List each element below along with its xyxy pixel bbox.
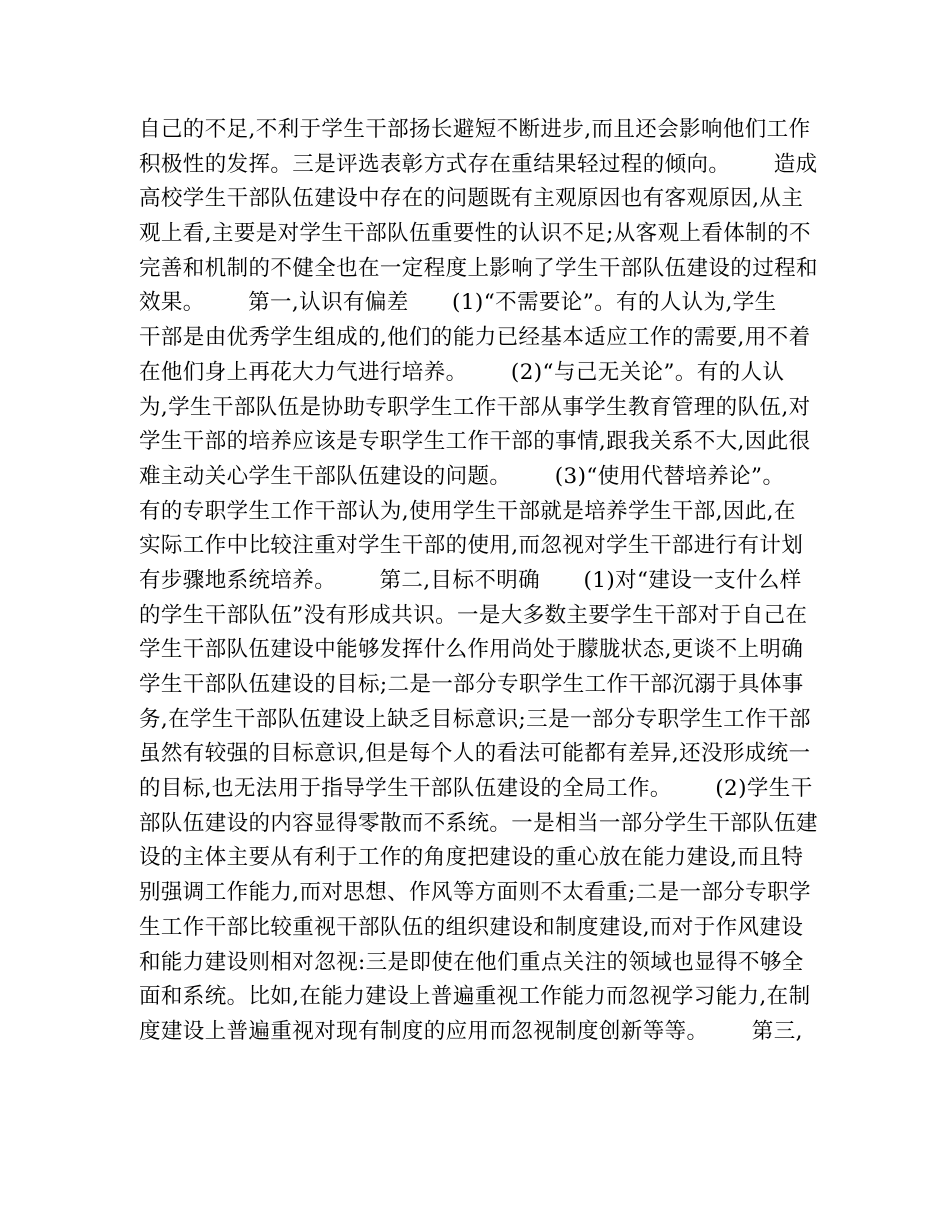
body-text — [139, 113, 819, 1050]
text-line: 学生干部队伍建设的目标;二是一部分专职学生工作干部沉溺于具体事 — [139, 672, 804, 697]
text-line: 虽然有较强的目标意识,但是每个人的看法可能都有差异,还没形成统一 — [139, 741, 811, 767]
text-line: 有步骤地系统培养。 第二,目标不明确 (1)对“建设一支什么样 — [139, 567, 802, 593]
text-line: 实际工作中比较注重对学生干部的使用,而忽视对学生干部进行有计划 — [139, 533, 804, 559]
text-line: 高校学生干部队伍建设中存在的问题既有主观原因也有客观原因,从主 — [139, 186, 804, 212]
text-line: 面和系统。比如,在能力建设上普遍重视工作能力而忽视学习能力,在制 — [139, 984, 811, 1010]
text-line: 别强调工作能力,而对思想、作风等方面则不太看重;二是一部分专职学 — [139, 880, 811, 906]
text-line: 难主动关心学生干部队伍建设的问题。 (3)“使用代替培养论”。 — [139, 463, 785, 489]
text-line: 务,在学生干部队伍建设上缺乏目标意识;三是一部分专职学生工作干部 — [139, 706, 811, 732]
text-line: 为,学生干部队伍是协助专职学生工作干部从事学生教育管理的队伍,对 — [139, 394, 811, 420]
text-line: 学生干部的培养应该是专职学生工作干部的事情,跟我关系不大,因此很 — [139, 429, 811, 455]
text-line: 有的专职学生工作干部认为,使用学生干部就是培养学生干部,因此,在 — [139, 498, 796, 524]
text-line: 自己的不足,不利于学生干部扬长避短不断进步,而且还会影响他们工作 — [139, 117, 811, 142]
text-line: 积极性的发挥。三是评选表彰方式存在重结果轻过程的倾向。 造成 — [139, 151, 818, 177]
text-line: 部队伍建设的内容显得零散而不系统。一是相当一部分学生干部队伍建 — [139, 810, 818, 836]
text-line: 设的主体主要从有利于工作的角度把建设的重心放在能力建设,而且特 — [139, 845, 804, 871]
text-line: 学生干部队伍建设中能够发挥什么作用尚处于朦胧状态,更谈不上明确 — [139, 637, 804, 663]
text-line: 的学生干部队伍”没有形成共识。一是大多数主要学生干部对于自己在 — [139, 602, 808, 628]
text-line: 和能力建设则相对忽视:三是即使在他们重点关注的领域也显得不够全 — [139, 949, 804, 975]
text-line: 完善和机制的不健全也在一定程度上影响了学生干部队伍建设的过程和 — [139, 255, 818, 281]
text-line: 观上看,主要是对学生干部队伍重要性的认识不足;从客观上看体制的不 — [139, 221, 811, 247]
text-line: 干部是由优秀学生组成的,他们的能力已经基本适应工作的需要,用不着 — [139, 325, 811, 351]
text-line: 的目标,也无法用于指导学生干部队伍建设的全局工作。 (2)学生干 — [139, 776, 813, 802]
text-line: 在他们身上再花大力气进行培养。 (2)“与己无关论”。有的人认 — [139, 359, 785, 385]
text-line: 效果。 第一,认识有偏差 (1)“不需要论”。有的人认为,学生 — [139, 290, 777, 316]
text-line: 度建设上普遍重视对现有制度的应用而忽视制度创新等等。 第三, — [139, 1018, 803, 1044]
text-line: 生工作干部比较重视干部队伍的组织建设和制度建设,而对于作风建设 — [139, 914, 804, 940]
